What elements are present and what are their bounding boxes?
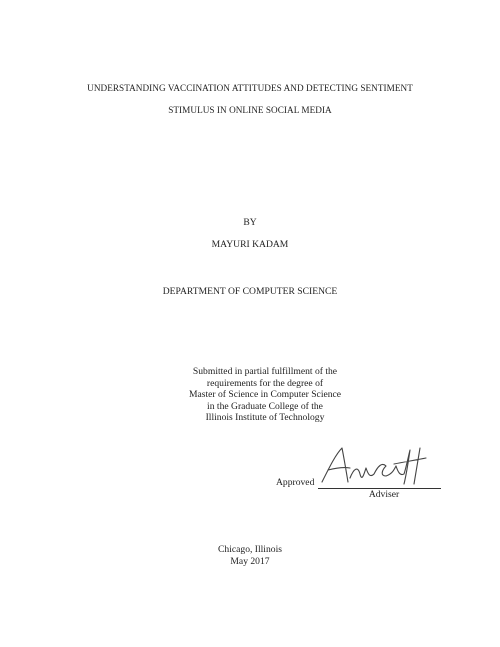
submission-line: Master of Science in Computer Science <box>188 389 342 401</box>
title-line-2: STIMULUS IN ONLINE SOCIAL MEDIA <box>168 105 332 115</box>
adviser-label: Adviser <box>368 489 400 500</box>
approved-label: Approved <box>276 477 315 488</box>
submission-line: Illinois Institute of Technology <box>205 412 325 424</box>
adviser-signature <box>320 444 430 488</box>
submission-line: requirements for the degree of <box>206 377 324 389</box>
submission-statement <box>0 366 500 424</box>
approval-block <box>276 462 446 512</box>
submission-line: in the Graduate College of the <box>207 400 323 412</box>
department-name: DEPARTMENT OF COMPUTER SCIENCE <box>162 286 338 297</box>
author-name: MAYURI KADAM <box>211 239 289 250</box>
title-line-1: UNDERSTANDING VACCINATION ATTITUDES AND DETECTING SENTIMENT <box>87 83 413 93</box>
by-label: BY <box>243 217 257 228</box>
location: Chicago, Illinois <box>218 544 282 555</box>
submission-line: Submitted in partial fulfillment of the <box>192 366 338 377</box>
submission-date: May 2017 <box>230 556 270 567</box>
